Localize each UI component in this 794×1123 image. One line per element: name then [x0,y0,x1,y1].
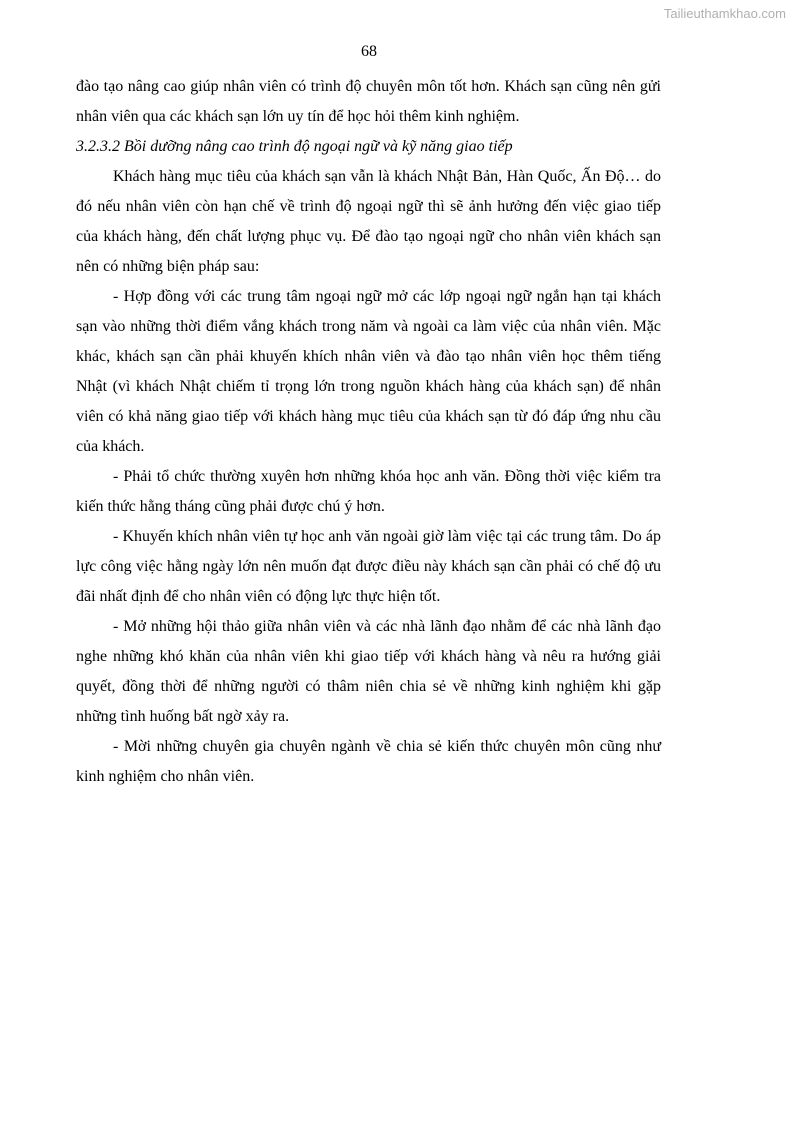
paragraph-intro: Khách hàng mục tiêu của khách sạn vẫn là khách Nhật Bản, Hàn Quốc, Ấn Độ… do đó nếu nhân viên còn hạn chế về trình độ ngoại ngữ thì sẽ ảnh hưởng đến việc giao tiếp của khách hàng, đến chất lượng phục vụ. Để đào tạo ngoại ngữ cho nhân viên khách sạn nên có những biện pháp sau: [76,168,661,275]
list-item-experts: - Mời những chuyên gia chuyên ngành về chia sẻ kiến thức chuyên môn cũng như kinh nghiệm cho nhân viên. [76,738,661,785]
page-body [76,72,661,792]
section-heading: 3.2.3.2 Bồi dưỡng nâng cao trình độ ngoại ngữ và kỹ năng giao tiếp [76,138,513,155]
list-item-seminars: - Mở những hội thảo giữa nhân viên và các nhà lãnh đạo nhằm để các nhà lãnh đạo nghe những khó khăn của nhân viên khi giao tiếp với khách hàng và nêu ra hướng giải quyết, đồng thời để những người có thâm niên chia sẻ về những kinh nghiệm khi gặp những tình huống bất ngờ xảy ra. [76,618,661,725]
paragraph-continuation: đào tạo nâng cao giúp nhân viên có trình độ chuyên môn tốt hơn. Khách sạn cũng nên gửi nhân viên qua các khách sạn lớn uy tín để học hỏi thêm kinh nghiệm. [76,78,661,125]
page-number: 68 [361,43,377,60]
list-item-self-study: - Khuyến khích nhân viên tự học anh văn ngoài giờ làm việc tại các trung tâm. Do áp lực công việc hằng ngày lớn nên muốn đạt được điều này khách sạn cần phải có chế độ ưu đãi nhất định để cho nhân viên có động lực thực hiện tốt. [76,528,661,605]
list-item-english-courses: - Phải tổ chức thường xuyên hơn những khóa học anh văn. Đồng thời việc kiểm tra kiến thức hằng tháng cũng phải được chú ý hơn. [76,468,661,515]
list-item-language-center: - Hợp đồng với các trung tâm ngoại ngữ mở các lớp ngoại ngữ ngắn hạn tại khách sạn vào những thời điểm vắng khách trong năm và ngoài ca làm việc của nhân viên. Mặc khác, khách sạn cần phải khuyến khích nhân viên và đào tạo nhân viên học thêm tiếng Nhật (vì khách Nhật chiếm tỉ trọng lớn trong nguồn khách hàng của khách sạn) để nhân viên có khả năng giao tiếp với khách hàng mục tiêu của khách sạn từ đó đáp ứng nhu cầu của khách. [76,288,661,455]
watermark: Tailieuthamkhao.com [663,6,786,21]
